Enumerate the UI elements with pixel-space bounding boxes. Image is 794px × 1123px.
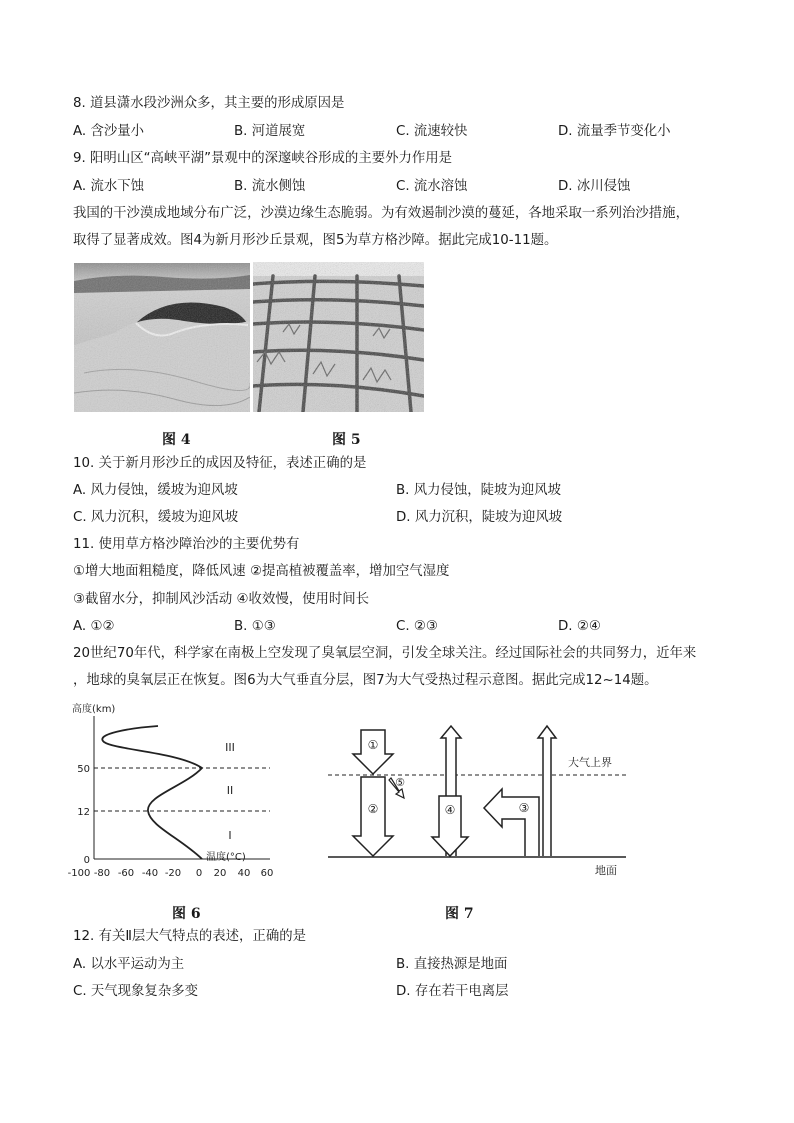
fig4-caption: 图 4 [162,432,191,448]
fig6-x-tick-m100: -100 [67,868,91,879]
fig6-y-axis-label: 高度(km) [72,704,116,715]
q8-option-b: B. 河道展宽 [234,124,306,139]
passage1-line1: 我国的干沙漠成地域分布广泛，沙漠边缘生态脆弱。为有效遏制沙漠的蔓延，各地采取一系列治沙措施， [73,206,689,221]
passage1-line2: 取得了显著成效。图4为新月形沙丘景观，图5为草方格沙障。据此完成10-11题。 [73,233,558,248]
q12-option-a: A. 以水平运动为主 [73,957,185,972]
q9-option-d: D. 冰川侵蚀 [558,179,631,194]
q9-option-a: A. 流水下蚀 [73,179,144,194]
fig6-x-tick-40: 40 [237,868,251,879]
q11-line1: ①增大地面粗糙度，降低风速 ②提高植被覆盖率，增加空气湿度 [73,564,450,579]
fig6-x-tick-20: 20 [213,868,227,879]
fig6-caption: 图 6 [172,906,201,922]
q12-option-c: C. 天气现象复杂多变 [73,984,198,999]
fig5-caption: 图 5 [332,432,361,448]
fig5-straw-checkerboard-photo [253,262,424,412]
fig7-space-radiation-up-arrow [538,726,556,856]
fig6-y-tick-0: 0 [83,855,90,866]
q8-option-a: A. 含沙量小 [73,124,144,139]
fig4-crescent-dune-photo [74,263,250,412]
passage2-line2: ，地球的臭氧层正在恢复。图6为大气垂直分层，图7为大气受热过程示意图。据此完成12~14题。 [73,673,658,688]
fig6-x-tick-60: 60 [260,868,274,879]
fig6-layer-I: I [228,829,232,842]
fig7-ground-label: 地面 [595,864,617,877]
fig7-caption: 图 7 [445,906,474,922]
q12-stem: 12. 有关Ⅱ层大气特点的表述，正确的是 [73,929,307,944]
fig6-x-axis-label: 温度(°C) [206,852,246,863]
q11-option-c: C. ②③ [396,619,438,634]
fig6-y-tick-12: 12 [77,807,90,818]
q11-stem: 11. 使用草方格沙障治沙的主要优势有 [73,537,300,552]
q8-option-c: C. 流速较快 [396,124,468,139]
q11-option-d: D. ②④ [558,619,601,634]
q10-option-d: D. 风力沉积，陡坡为迎风坡 [396,510,563,525]
fig7-arrow-1 [353,730,393,774]
q12-option-d: D. 存在若干电离层 [396,984,509,999]
fig6-x-tick-m40: -40 [141,868,159,879]
fig7-arrow-3 [484,789,539,856]
fig6-y-tick-50: 50 [77,764,90,775]
q12-option-b: B. 直接热源是地面 [396,957,508,972]
q11-option-a: A. ①② [73,619,115,634]
q8-option-d: D. 流量季节变化小 [558,124,671,139]
fig6-temperature-curve [102,726,202,859]
q10-option-a: A. 风力侵蚀，缓坡为迎风坡 [73,483,238,498]
fig7-arrow-2 [353,777,393,856]
q9-option-c: C. 流水溶蚀 [396,179,468,194]
fig6-x-tick-m80: -80 [93,868,111,879]
q10-option-c: C. 风力沉积，缓坡为迎风坡 [73,510,239,525]
fig6-atmosphere-layers-diagram [60,698,290,883]
q11-option-b: B. ①③ [234,619,276,634]
fig6-x-tick-0: 0 [195,868,203,879]
fig7-heating-process-diagram [320,722,640,880]
fig7-label-2: ② [367,802,379,816]
q10-option-b: B. 风力侵蚀，陡坡为迎风坡 [396,483,561,498]
q8-stem: 8. 道县潇水段沙洲众多，其主要的形成原因是 [73,96,345,111]
q9-stem: 9. 阳明山区“高峡平湖”景观中的深邃峡谷形成的主要外力作用是 [73,151,453,166]
q9-option-b: B. 流水侧蚀 [234,179,306,194]
fig6-layer-III: III [225,741,235,754]
fig7-label-5: ⑤ [395,776,405,789]
fig7-top-label: 大气上界 [568,756,612,769]
passage2-line1: 20世纪70年代，科学家在南极上空发现了臭氧层空洞，引发全球关注。经过国际社会的共同努力，近年来 [73,646,697,661]
fig7-label-4: ④ [444,803,456,817]
fig6-x-tick-m60: -60 [117,868,135,879]
q11-line2: ③截留水分，抑制风沙活动 ④收效慢，使用时间长 [73,592,370,607]
fig7-label-1: ① [367,738,379,752]
fig6-layer-II: II [226,784,234,797]
fig7-label-3: ③ [518,801,530,815]
fig6-x-tick-m20: -20 [164,868,182,879]
q10-stem: 10. 关于新月形沙丘的成因及特征，表述正确的是 [73,456,367,471]
